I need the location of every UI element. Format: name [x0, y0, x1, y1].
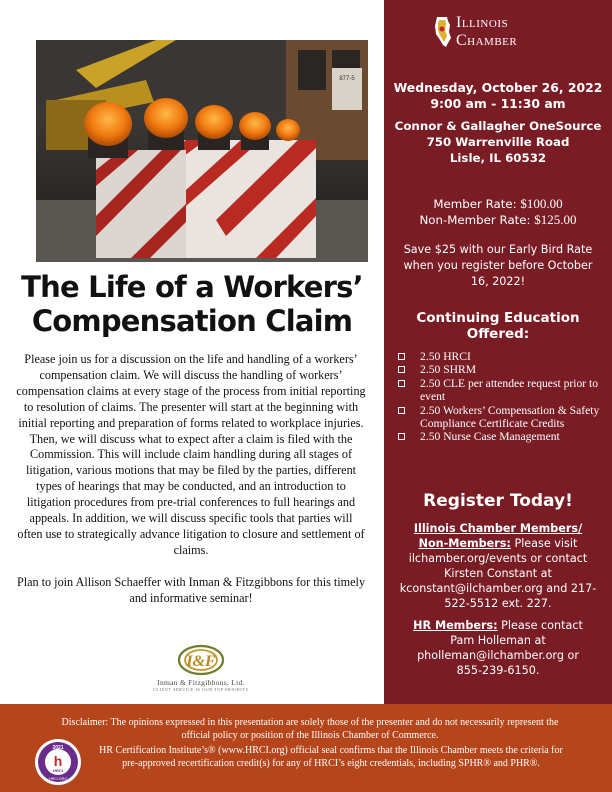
ce-item-text: 2.50 HRCI: [420, 350, 471, 363]
org-name-line-2: Chamber: [456, 32, 518, 49]
venue-street: 750 Warrenville Road: [426, 135, 570, 149]
early-bird-note: Save $25 with our Early Bird Rate when you register before October 16, 2022!: [403, 243, 593, 288]
event-venue: [384, 118, 612, 166]
hrci-seal-icon: [34, 738, 82, 786]
member-rate-value: $100.00: [520, 196, 563, 211]
rates: [384, 196, 612, 228]
ce-item-text: 2.50 SHRM: [420, 363, 477, 377]
event-datetime: [384, 80, 612, 112]
hr-label: HR Members:: [413, 619, 498, 632]
construction-barricades-photo: [36, 40, 368, 262]
hr-contact-text: Please contact Pam Holleman at pholleman@ilchamber.org or 855-239-6150.: [417, 619, 583, 677]
sponsor-name: Inman & Fitzgibbons, Ltd.: [157, 678, 245, 687]
members-label-line-2[interactable]: Non-Members:: [418, 537, 511, 550]
ce-item-text: 2.50 Workers’ Compensation & Safety Compliance Certificate Credits: [420, 403, 600, 431]
svg-text:h: h: [53, 753, 63, 769]
photo-illustration: [36, 40, 368, 262]
right-column: [384, 0, 612, 704]
nonmember-rate: [384, 212, 612, 228]
venue-name: Connor & Gallagher OneSource: [394, 119, 602, 133]
photo-sign-text: 877-5: [339, 76, 355, 82]
description: [16, 352, 366, 607]
title-line-2: Compensation Claim: [31, 304, 353, 338]
svg-text:I&F: I&F: [186, 653, 216, 670]
members-label-line-1: Illinois Chamber Members/: [413, 522, 583, 535]
venue-city: Lisle, IL 60532: [449, 151, 547, 165]
member-rate: [384, 196, 612, 212]
ce-list: [398, 350, 610, 444]
nonmember-rate-value: $125.00: [534, 212, 577, 227]
ce-item: [398, 350, 610, 363]
ce-item: [398, 404, 610, 431]
contact-hr: [384, 618, 612, 678]
page-title: [10, 270, 374, 338]
checkbox-icon: [398, 366, 405, 373]
event-date: Wednesday, October 26, 2022: [393, 80, 603, 95]
footer: [0, 704, 612, 792]
org-name-line-1: Illinois: [456, 14, 509, 31]
ce-item-text: 2.50 CLE per attendee request prior to event: [420, 376, 599, 404]
illinois-state-icon: [434, 16, 452, 48]
register-heading: Register Today!: [423, 491, 573, 511]
ce-item: [398, 377, 610, 404]
checkbox-icon: [398, 433, 405, 440]
ce-heading-line-2: Offered:: [466, 326, 530, 342]
seal-label: HRCI: [53, 768, 63, 773]
sponsor-logo: [146, 642, 256, 700]
seal-year: 2021: [52, 745, 64, 751]
event-time: 9:00 am - 11:30 am: [430, 96, 566, 111]
illinois-chamber-logo: [434, 14, 604, 54]
ce-item: [398, 363, 610, 376]
plan-paragraph: Plan to join Allison Schaeffer with Inman & Fitzgibbons for this timely and informative seminar!: [16, 574, 366, 605]
ce-heading-line-1: Continuing Education: [416, 310, 580, 326]
intro-paragraph: Please join us for a discussion on the life and handling of a workers’ compensation claim. We will discuss the handling of workers’ compensation claims at every stage of the process from initial reporting to resolution of claims. The presenter will start at the beginning with initial reporting and preparation of forms related to workplace injuries. Then, we will discuss what to expect after a claim is filed with the Commission. This will include claim handling during all stages of litigation, various motions that may be filed by the parties, different types of hearings that may be conducted, and an introduction to litigation procedures from pre-trial conferences to full hearings and appeals. In addition, we will discuss specific tools that parties will often use to strategically advance litigation to closure and settlement of claims.: [16, 352, 366, 557]
seal-url: HRCI.ORG: [49, 777, 67, 781]
sponsor-tagline: CLIENT SERVICE IS OUR TOP PRIORITY: [153, 687, 249, 692]
nonmember-rate-label: Non-Member Rate:: [419, 213, 531, 227]
title-line-1: The Life of a Workers’: [21, 270, 363, 304]
member-rate-label: Member Rate:: [433, 197, 517, 211]
ce-item: [398, 430, 610, 443]
hrci-statement: HR Certification Institute’s® (www.HRCI.org) official seal confirms that the Illinois Chamber meets the criteria for pre-approved recertification credit(s) for any of HRCI’s eight credentials, including SPHR® and PHR®.: [99, 745, 563, 769]
checkbox-icon: [398, 353, 405, 360]
ce-heading: [384, 310, 612, 342]
inman-fitzgibbons-logo-icon: [175, 642, 227, 678]
ce-item-text: 2.50 Nurse Case Management: [420, 430, 560, 444]
members-contact-text: Please visit ilchamber.org/events or contact Kirsten Constant at kconstant@ilchamber.org and 217-522-5512 ext. 227.: [399, 537, 597, 610]
checkbox-icon: [398, 380, 405, 387]
disclaimer: Disclaimer: The opinions expressed in this presentation are solely those of the presenter and do not necessarily represent the official policy or position of the Illinois Chamber of Commerce.: [61, 717, 559, 741]
checkbox-icon: [398, 407, 405, 414]
contact-members: [384, 521, 612, 611]
